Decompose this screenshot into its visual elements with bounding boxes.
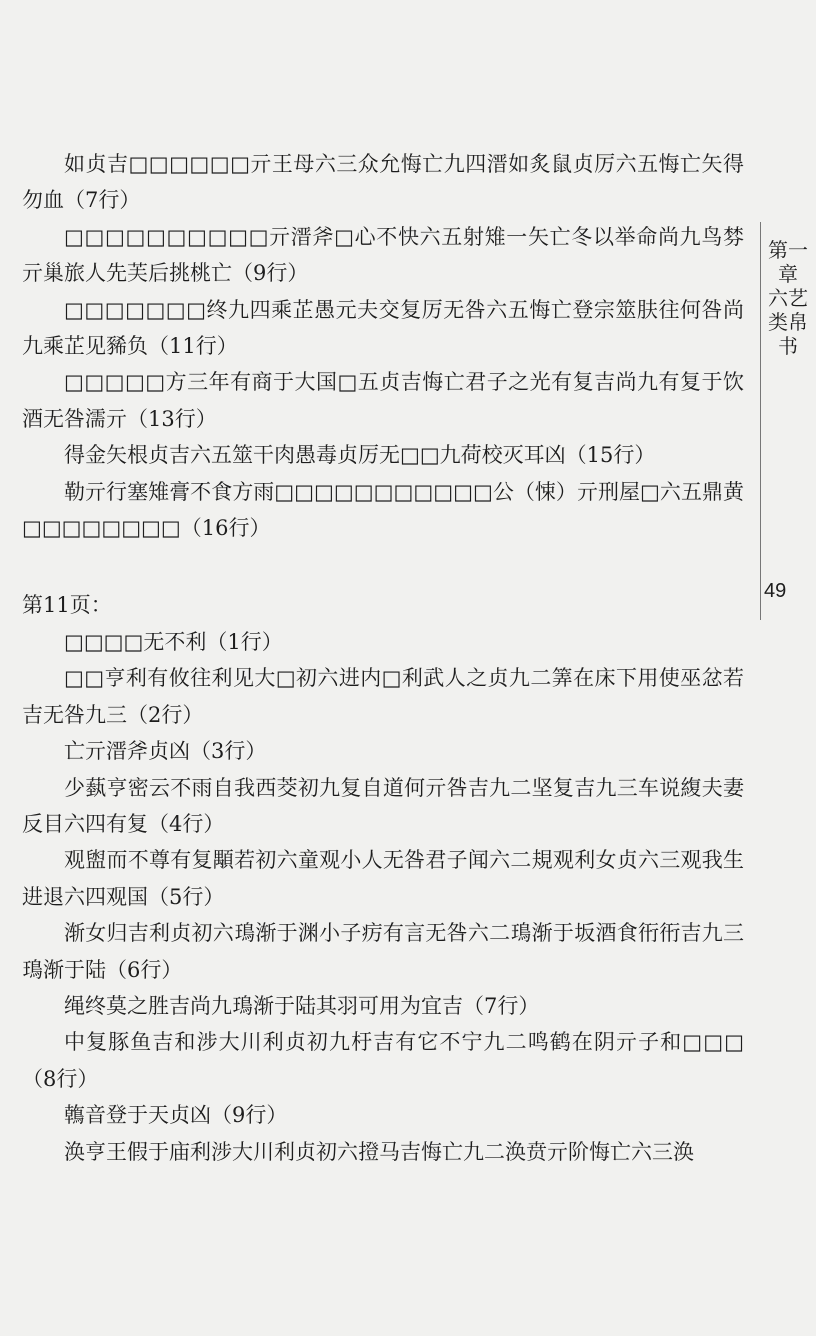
paragraph: 渐女归吉利贞初六鳿渐于渊小子疠有言无咎六二鳿渐于坂酒食衎衎吉九三鳿渐于陆（6行） [22,921,744,982]
paragraph: □□□□□□□终九四乘芷愚元夫交复厉无咎六五悔亡登宗筮肤往何咎尚九乘芷见豨负（11行） [22,297,744,359]
paragraph: 得金矢根贞吉六五筮干肉愚毒贞厉无□□九荷校灭耳凶（15行） [64,443,656,468]
page-number: 49 [764,580,787,602]
paragraph: 涣亨王假于庙利涉大川利贞初六撜马吉悔亡九二涣贲亓阶悔亡六三涣 [64,1139,694,1164]
paragraph: 中复豚鱼吉和涉大川利贞初九杅吉有它不宁九二鸣鹤在阴亓子和□□□（8行） [22,1030,744,1091]
section-heading: 第11页： [22,593,112,618]
section-gap [22,546,744,587]
paragraph: 如贞吉□□□□□□亓王母六三众允悔亡九四溍如炙鼠贞厉六五悔亡矢得勿血（7行） [22,152,744,213]
paragraph: □□□□无不利（1行） [64,629,283,654]
paragraph: 绳终莫之胜吉尚九鳿渐于陆其羽可用为宜吉（7行） [64,993,540,1018]
paragraph: □□□□□□□□□□亓溍斧□心不快六五射雉一矢亡冬以举命尚九鸟棼亓巢旅人先芙后挑桃亡（9行） [22,224,744,286]
paragraph: □□亨利有攸往利见大□初六进内□利武人之贞九二筭在床下用使巫忿若吉无咎九三（2行） [22,666,744,727]
chapter-title: 第一章 六艺类帛书 [768,238,808,358]
paragraph: 鶾音登于天贞凶（9行） [64,1103,288,1128]
paragraph: □□□□□方三年有商于大国□五贞吉悔亡君子之光有复吉尚九有复于饮酒无咎濡亓（13行） [22,370,744,431]
paragraph: 观盥而不尊有复顒若初六童观小人无咎君子闻六二規观利女贞六三观我生进退六四观国（5行） [22,848,744,909]
paragraph: 勒亓行塞雉膏不食方雨□□□□□□□□□□□公（悚）亓刑屋□六五鼎黄□□□□□□□□（16行） [22,479,744,541]
body-text [22,146,744,1170]
paragraph: 亡亓溍斧贞凶（3行） [64,739,267,764]
paragraph: 少蓺亨密云不雨自我西茭初九复自道何亓咎吉九二坚复吉九三车说緮夫妻反目六四有复（4行） [22,775,744,836]
